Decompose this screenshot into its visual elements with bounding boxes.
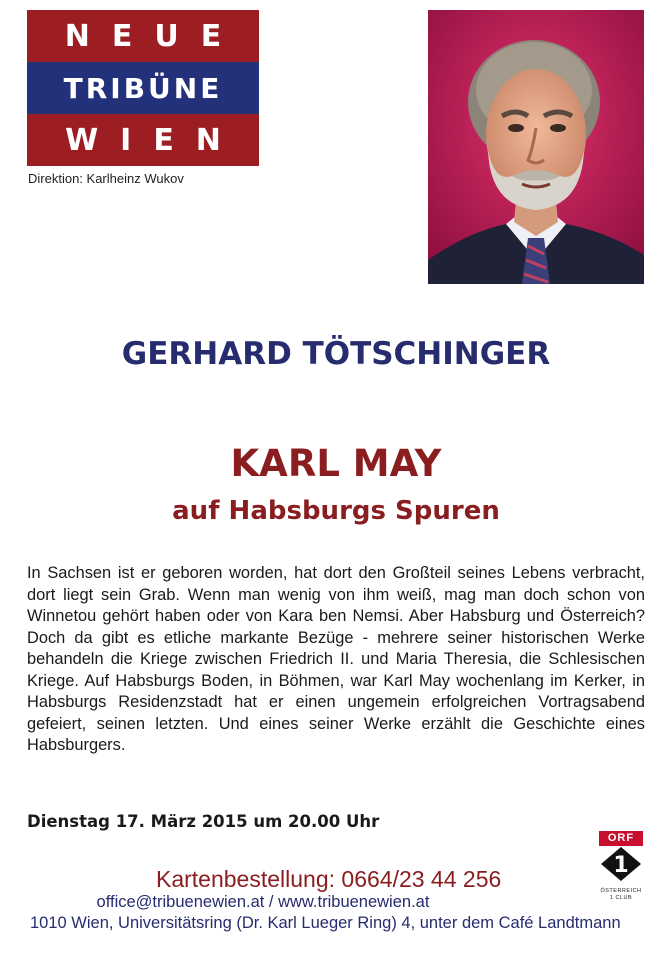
- event-description: In Sachsen ist er geboren worden, hat dort den Großteil seines Lebens verbracht, dort liegt sein Grab. Wenn man wenig von ihm weiß, mag man doch schon von Winnetou gehört haben oder von Kara ben Nemsi. Aber Habsburg und Österreich? Doch da gibt es etliche markante Bezüge - mehrere seiner historischen Werke behandeln die Kriege zwischen Friedrich II. und Maria Theresia, die Schlesischen Kriege. Auf Habsburgs Boden, in Böhmen, war Karl May wochenlang im Kerker, in Habsburgs Residenzstadt hat er einen ungemein erfolgreichen Vortragsabend gefeiert, seinen letzten. Und eines seiner Werke erzählt die Geschichte eines Habsburgers.: [27, 564, 645, 754]
- venue-address: 1010 Wien, Universitätsring (Dr. Karl Lueger Ring) 4, unter dem Café Landtmann: [30, 914, 621, 932]
- speaker-portrait-illustration: [428, 10, 644, 284]
- orf-oe1-club-badge: [599, 831, 643, 902]
- event-title: KARL MAY: [230, 442, 442, 485]
- logo-line-wien: WIEN: [27, 114, 259, 166]
- oe1-club-label: ÖSTERREICH 1 CLUB: [600, 888, 642, 901]
- email-and-website[interactable]: office@tribuenewien.at / www.tribuenewien.at: [96, 893, 430, 911]
- logo-line-neue: NEUE: [27, 10, 259, 62]
- speaker-name: GERHARD TÖTSCHINGER: [121, 336, 551, 372]
- logo-line-tribuene: TRIBÜNE: [27, 62, 259, 114]
- event-date: Dienstag 17. März 2015 um 20.00 Uhr: [27, 812, 380, 831]
- orf-label: ORF: [599, 831, 643, 846]
- oe1-number: 1: [613, 853, 629, 878]
- speaker-portrait: [428, 10, 644, 284]
- event-subtitle: auf Habsburgs Spuren: [172, 496, 500, 526]
- direktion-credit: Direktion: Karlheinz Wukov: [28, 171, 184, 186]
- ticket-hotline: Kartenbestellung: 0664/23 44 256: [156, 866, 502, 892]
- neue-tribuene-wien-logo: [27, 10, 259, 166]
- oe1-diamond-icon: [599, 846, 643, 882]
